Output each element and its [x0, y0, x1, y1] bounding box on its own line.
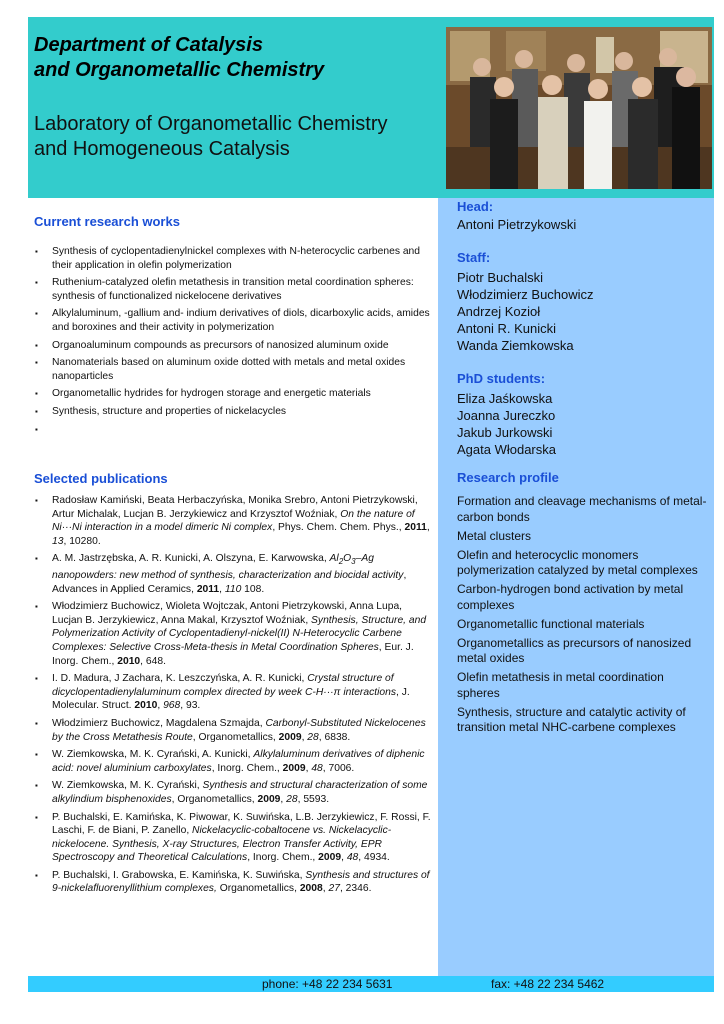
- publication-text: 2011: [196, 583, 220, 595]
- publication-text: 2009: [278, 731, 302, 743]
- bullet-icon: ▪: [35, 602, 38, 612]
- publication-text: , 93.: [180, 700, 201, 712]
- bullet-icon: ▪: [35, 424, 38, 434]
- bullet-icon: ▪: [35, 781, 38, 791]
- publication-text: ,: [341, 852, 347, 864]
- publication-text: , 6838.: [318, 731, 351, 743]
- publication-item: [34, 717, 434, 744]
- staff-heading: Staff:: [457, 250, 491, 265]
- phd-heading: PhD students:: [457, 371, 546, 386]
- publication-text: 3: [351, 557, 356, 567]
- research-item: [34, 339, 434, 353]
- publication-text: A. M. Jastrzębska, A. R. Kunicki, A. Olszyna, E. Karwowska,: [52, 553, 330, 565]
- research-item-text: Ruthenium-catalyzed olefin metathesis in transition metal coordination spheres: synthesis of functionalized nickelocene derivatives: [52, 277, 414, 302]
- bullet-icon: ▪: [35, 812, 38, 822]
- research-item: [34, 405, 434, 419]
- bullet-icon: ▪: [35, 496, 38, 505]
- publication-text: ,: [322, 883, 329, 895]
- bullet-icon: ▪: [35, 406, 38, 416]
- research-item: [34, 245, 434, 272]
- footer-fax: fax: +48 22 234 5462: [491, 977, 605, 991]
- publication-item: [34, 600, 434, 668]
- publication-text: , J. Molecular. Struct.: [52, 686, 410, 712]
- publication-text: , 10280.: [63, 535, 101, 547]
- bullet-icon: ▪: [35, 278, 38, 288]
- phd-student: Eliza Jaśkowska: [457, 391, 553, 406]
- publication-text: , Inorg. Chem.,: [247, 852, 319, 864]
- publication-text: 2008: [299, 883, 323, 895]
- publication-text: 110: [224, 583, 242, 595]
- bullet-icon: ▪: [35, 674, 38, 684]
- publication-text: , Organometallics,: [171, 793, 258, 805]
- publication-text: 27: [328, 883, 340, 895]
- publication-item: [34, 748, 434, 775]
- publication-text: 48: [311, 762, 323, 774]
- bullet-icon: ▪: [35, 340, 38, 350]
- research-item-text: Organoaluminum compounds as precursors of nanosized aluminum oxide: [52, 339, 389, 351]
- publication-text: Synthesis and structures of 9-nickelafluorenyllithium complexes,: [52, 869, 430, 895]
- staff-member: Antoni R. Kunicki: [457, 321, 556, 336]
- publication-text: Alkylaluminum derivatives of diphenic acid: novel aluminium carboxylates: [52, 749, 425, 774]
- research-heading: Current research works: [34, 214, 180, 229]
- department-title-line2: and Organometallic Chemistry: [34, 59, 325, 81]
- publication-text: ,: [280, 793, 287, 805]
- publication-text: 2010: [117, 655, 141, 667]
- staff-member: Piotr Buchalski: [457, 270, 543, 285]
- phd-list: [457, 390, 556, 458]
- bullet-icon: ▪: [35, 554, 38, 564]
- publication-text: , 648.: [140, 655, 166, 667]
- publication-text: 28: [286, 793, 298, 805]
- publication-text: P. Buchalski, I. Grabowska, E. Kamińska, K. Suwińska,: [52, 869, 306, 881]
- publication-item: [34, 869, 434, 896]
- phd-student: Agata Włodarska: [457, 442, 556, 457]
- publication-text: 2: [338, 557, 344, 567]
- publication-text: 48: [346, 852, 359, 864]
- footer-phone: phone: +48 22 234 5631: [262, 977, 393, 991]
- laboratory-title: [34, 112, 387, 162]
- head-name: Antoni Pietrzykowski: [457, 217, 577, 232]
- bullet-icon: ▪: [35, 247, 38, 256]
- research-item-text: Alkylaluminum, -gallium and- indium derivatives of diols, dicarboxylic acids, amides and boroxines and their activity in polymerization: [52, 308, 430, 333]
- publication-text: 28: [307, 731, 319, 743]
- publications-heading: Selected publications: [34, 471, 168, 486]
- publication-text: , Eur. J. Inorg. Chem.,: [52, 641, 414, 667]
- publication-item: [34, 552, 434, 596]
- publication-text: 2010: [134, 700, 158, 712]
- publication-text: 2009: [257, 793, 281, 805]
- publication-text: Organometallics,: [216, 883, 300, 895]
- publication-text: ,: [305, 762, 312, 774]
- research-item: [34, 307, 434, 334]
- publication-text: O: [343, 553, 352, 565]
- laboratory-title-line2: and Homogeneous Catalysis: [34, 138, 290, 160]
- research-profile-item: Carbon-hydrogen bond activation by metal complexes: [457, 582, 684, 612]
- phd-student: Joanna Jureczko: [457, 408, 556, 423]
- publication-text: I. D. Madura, J Zachara, K. Leszczyńska, A. R. Kunicki,: [52, 673, 308, 685]
- staff-member: Włodzimierz Buchowicz: [457, 287, 594, 302]
- profile-heading: Research profile: [457, 470, 559, 485]
- publication-text: , Organometallics,: [192, 731, 279, 743]
- publication-text: Włodzimierz Buchowicz, Magdalena Szmajda,: [52, 717, 266, 729]
- publication-text: 2009: [282, 762, 306, 774]
- publication-text: Al: [329, 553, 339, 565]
- research-profile-item: Formation and cleavage mechanisms of metal-carbon bonds: [457, 494, 707, 524]
- staff-member: Wanda Ziemkowska: [457, 338, 574, 353]
- research-profile-list: [457, 494, 707, 739]
- research-item-text: Synthesis, structure and properties of nickelacycles: [52, 405, 287, 417]
- publication-text: Crystal structure of dicyclopentadienylaluminum complex directed by week C-H···π interactions: [52, 673, 396, 698]
- publication-text: P. Buchalski, E. Kamińska, K. Piwowar, K. Suwińska, L.B. Jerzykiewicz, F. Rossi, F. Laschi, F. de Biani, P. Zanello,: [52, 811, 431, 837]
- research-profile-item: Olefin and heterocyclic monomers polymerization catalyzed by metal complexes: [457, 547, 698, 578]
- publication-text: W. Ziemkowska, M. K. Cyrański, A. Kunicki,: [52, 749, 254, 761]
- publication-text: , 5593.: [297, 793, 330, 805]
- staff-member: Andrzej Kozioł: [457, 304, 541, 319]
- publication-text: 13: [52, 535, 64, 547]
- publication-text: ,: [157, 700, 164, 712]
- publication-text: 968: [163, 700, 181, 712]
- bullet-icon: ▪: [35, 718, 38, 728]
- publication-text: Radosław Kamiński, Beata Herbaczyńska, Monika Srebro, Antoni Pietrzykowski, Artur Michalak, Lucjan B. Jerzykiewicz and Krzysztof Woźniak,: [52, 495, 418, 520]
- publication-text: , Inorg. Chem.,: [211, 762, 283, 774]
- research-profile-item: Synthesis, structure and catalytic activity of transition metal NHC-carbene complexes: [457, 704, 686, 735]
- publication-text: , Phys. Chem. Chem. Phys.,: [272, 522, 405, 534]
- group-photo-image: [446, 27, 712, 189]
- phd-student: Jakub Jurkowski: [457, 425, 553, 440]
- bullet-icon: ▪: [35, 870, 38, 880]
- publication-text: ,: [301, 731, 308, 743]
- bullet-icon: ▪: [35, 389, 38, 399]
- research-item: [34, 387, 434, 401]
- publication-item: [34, 811, 434, 865]
- publication-item: [34, 779, 434, 806]
- publication-text: , Advances in Applied Ceramics,: [52, 570, 407, 595]
- publication-text: ,: [219, 583, 225, 595]
- publication-item: [34, 494, 434, 548]
- laboratory-title-line1: Laboratory of Organometallic Chemistry: [34, 113, 388, 135]
- bullet-icon: ▪: [35, 309, 38, 319]
- group-photo: [446, 27, 712, 189]
- research-profile-item: Metal clusters: [457, 528, 532, 543]
- research-item: [34, 276, 434, 303]
- publication-text: 2009: [318, 852, 342, 864]
- publication-text: Nickelacyclic-cobaltocene vs. Nickelacyclic-nickelocene. Synthesis, X-ray Structures, Electron Transfer Activity, EPR Spectroscopy and Theoretical Calculations: [52, 825, 392, 864]
- publication-text: ,: [426, 522, 430, 534]
- publication-text: Synthesis and structural characterization of some alkylindium bisphenoxides: [52, 780, 428, 805]
- research-item-text: Organometallic hydrides for hydrogen storage and energetic materials: [52, 388, 371, 400]
- bullet-icon: ▪: [35, 358, 38, 368]
- department-title-line1: Department of Catalysis: [34, 34, 263, 56]
- publication-item: [34, 672, 434, 713]
- publication-text: 2011: [404, 522, 427, 534]
- research-profile-item: Organometallics as precursors of nanosized metal oxides: [457, 635, 692, 666]
- publication-text: , 2346.: [339, 883, 372, 895]
- staff-list: [457, 269, 594, 354]
- publication-text: , 7006.: [322, 762, 355, 774]
- publication-text: Synthesis, Structure, and Polymerization Activity of Cyclopentadienyl-nickel(II) N-Heterocyclic Carbene Complexes: Selective Cross-Meta-thesis in Metal Coordination Spheres: [52, 614, 427, 653]
- publications-list: [34, 494, 434, 900]
- research-profile-item: Organometallic functional materials: [457, 616, 645, 631]
- publication-text: On the nature of Ni···Ni interaction in a model dimeric Ni complex: [52, 508, 415, 534]
- publication-text: –Ag nanopowders: new method of synthesis, characterization and biocidal activity: [52, 553, 404, 582]
- research-profile-item: Olefin metathesis in metal coordination spheres: [457, 670, 664, 700]
- bullet-icon: ▪: [35, 750, 38, 760]
- publication-text: 108.: [241, 583, 265, 595]
- publication-text: , 4934.: [358, 852, 390, 864]
- research-item: [34, 356, 434, 383]
- publication-text: Carbonyl-Substituted Nickelocenes by the Cross Metathesis Route: [52, 717, 426, 743]
- publication-text: W. Ziemkowska, M. K. Cyrański,: [52, 780, 203, 792]
- research-list: [34, 245, 434, 434]
- department-title: [34, 33, 324, 83]
- research-item-text: Synthesis of cyclopentadienylnickel complexes with N-heterocyclic carbenes and their application in olefin polymerization: [52, 246, 421, 271]
- head-heading: Head:: [457, 199, 494, 214]
- research-item-text: Nanomaterials based on aluminum oxide dotted with metals and metal oxides nanoparticles: [52, 357, 406, 382]
- publication-text: Włodzimierz Buchowicz, Wioleta Wojtczak, Antoni Pietrzykowski, Anna Lupa, Lucjan B. Jerzykiewicz, Anna Makal, Krzysztof Woźniak,: [52, 601, 403, 626]
